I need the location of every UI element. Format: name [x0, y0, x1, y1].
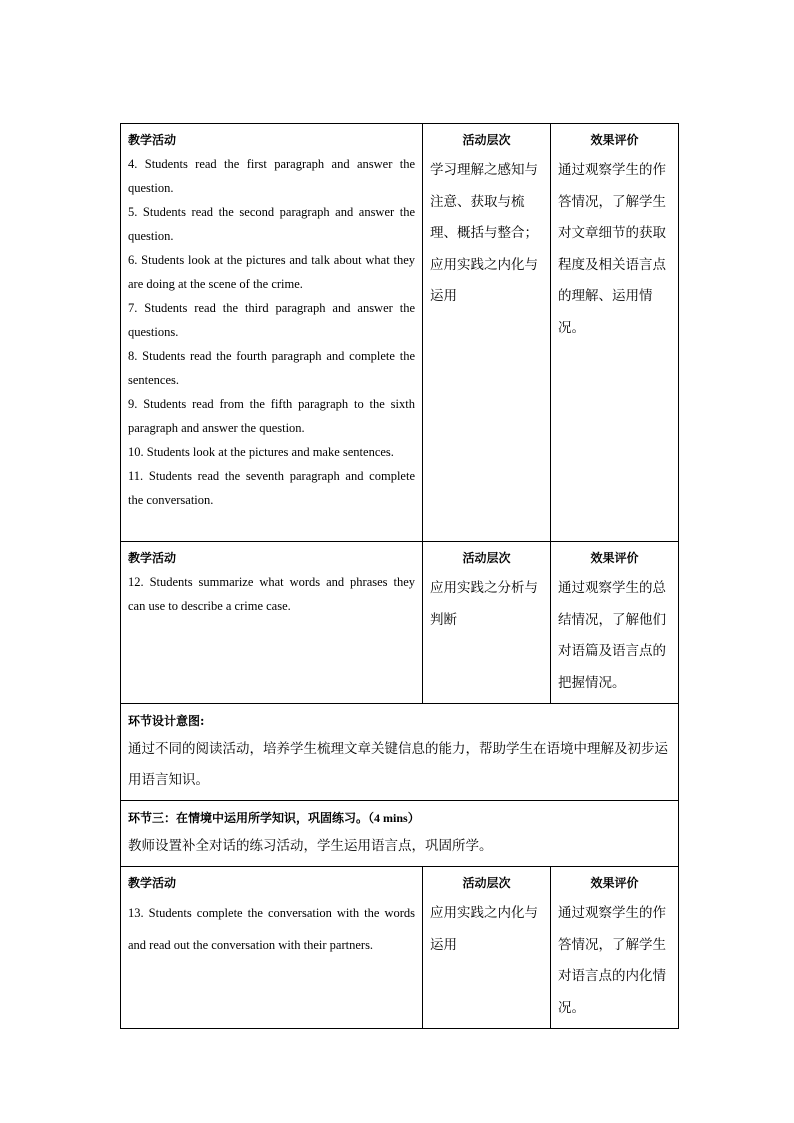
col-header-activity: 教学活动	[128, 551, 177, 565]
activities-cell	[121, 867, 423, 1029]
evaluation-cell	[551, 867, 679, 1029]
activity-row-3	[121, 867, 679, 1029]
col-header-activity: 教学活动	[128, 876, 177, 890]
activity-row-2	[121, 542, 679, 704]
activity-level-text: 应用实践之分析与判断	[430, 580, 538, 628]
evaluation-text: 通过观察学生的作答情况，了解学生对语言点的内化情况。	[558, 905, 666, 1016]
activities-cell	[121, 542, 423, 704]
activity-item: 7. Students read the third paragraph and answer the questions.	[128, 301, 415, 339]
activity-item: 8. Students read the fourth paragraph and complete the sentences.	[128, 349, 415, 387]
stage3-heading-time: （4 mins）	[368, 811, 420, 825]
design-intent-cell	[121, 704, 679, 801]
evaluation-text: 通过观察学生的作答情况，了解学生对文章细节的获取程度及相关语言点的理解、运用情况。	[558, 162, 666, 336]
level-cell	[423, 542, 551, 704]
activity-level-text: 应用实践之内化与运用	[430, 905, 538, 953]
design-intent-row	[121, 704, 679, 801]
activity-item: 10. Students look at the pictures and make sentences.	[128, 445, 394, 459]
stage3-row	[121, 801, 679, 867]
activity-row-1	[121, 124, 679, 542]
level-cell	[423, 124, 551, 542]
evaluation-text: 通过观察学生的总结情况，了解他们对语篇及语言点的把握情况。	[558, 580, 666, 691]
activity-level-text: 学习理解之感知与注意、获取与梳理、概括与整合；应用实践之内化与运用	[430, 162, 538, 304]
activity-item: 6. Students look at the pictures and talk about what they are doing at the scene of the crime.	[128, 253, 415, 291]
stage3-heading-title: 环节三：在情境中运用所学知识，巩固练习。	[128, 811, 369, 825]
activity-item: 12. Students summarize what words and phrases they can use to describe a crime case.	[128, 575, 415, 613]
col-header-level: 活动层次	[462, 876, 511, 890]
activity-item: 5. Students read the second paragraph and answer the question.	[128, 205, 415, 243]
evaluation-cell	[551, 542, 679, 704]
level-cell	[423, 867, 551, 1029]
evaluation-cell	[551, 124, 679, 542]
col-header-evaluation: 效果评价	[590, 133, 639, 147]
stage3-heading	[128, 805, 671, 831]
col-header-level: 活动层次	[462, 133, 511, 147]
col-header-level: 活动层次	[462, 551, 511, 565]
stage3-text: 教师设置补全对话的练习活动，学生运用语言点，巩固所学。	[128, 838, 493, 854]
activity-item: 4. Students read the first paragraph and answer the question.	[128, 157, 415, 195]
activity-item: 9. Students read from the fifth paragraph to the sixth paragraph and answer the question.	[128, 397, 415, 435]
design-intent-heading: 环节设计意图:	[128, 714, 205, 728]
col-header-evaluation: 效果评价	[590, 551, 639, 565]
activities-cell	[121, 124, 423, 542]
activity-item: 13. Students complete the conversation with the words and read out the conversation with their partners.	[128, 906, 415, 952]
stage3-cell	[121, 801, 679, 867]
col-header-activity: 教学活动	[128, 133, 177, 147]
design-intent-text: 通过不同的阅读活动，培养学生梳理文章关键信息的能力，帮助学生在语境中理解及初步运用语言知识。	[128, 741, 668, 788]
col-header-evaluation: 效果评价	[590, 876, 639, 890]
activity-item: 11. Students read the seventh paragraph and complete the conversation.	[128, 469, 415, 507]
lesson-plan-table	[120, 123, 679, 1029]
